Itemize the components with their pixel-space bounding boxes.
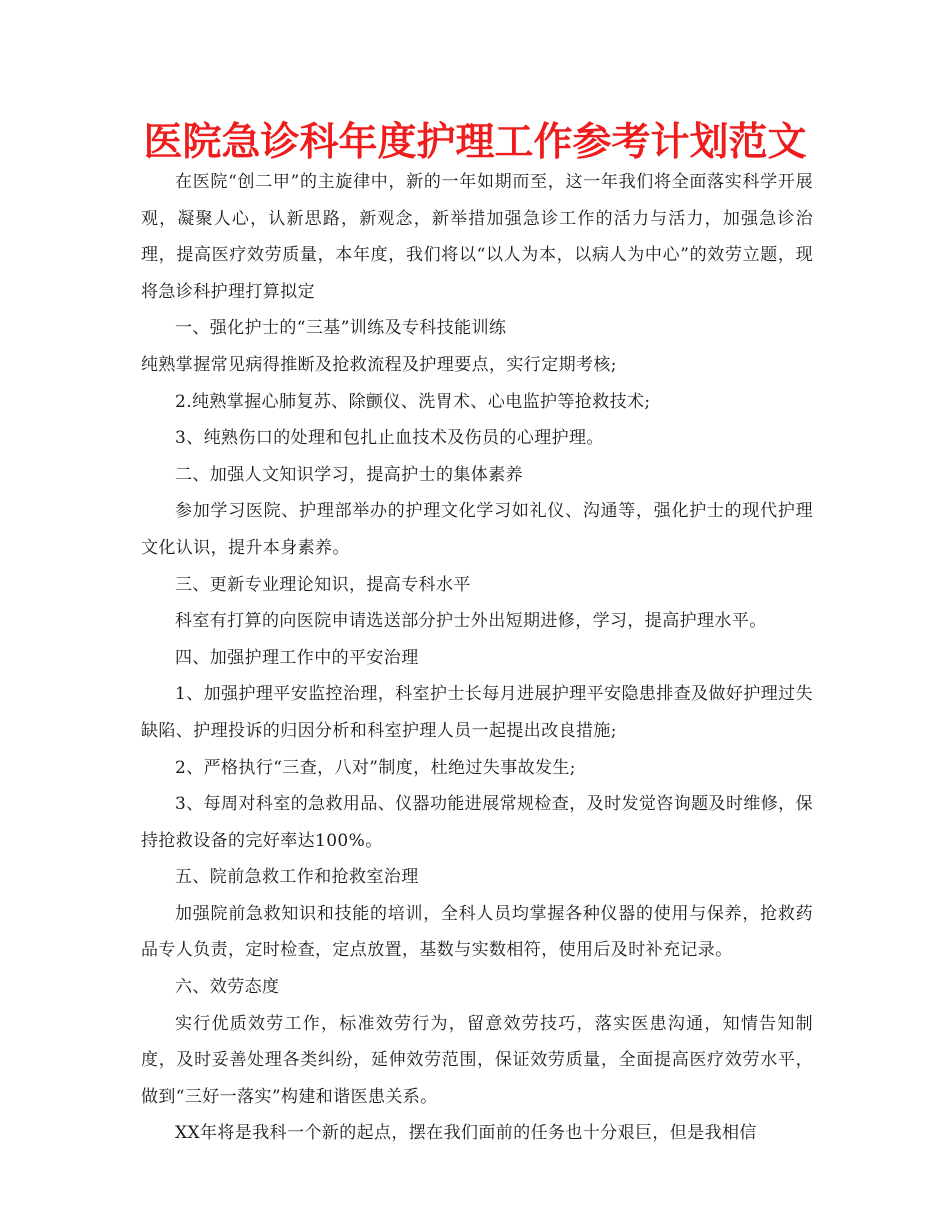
paragraph-item: 2、严格执行“三查，八对”制度，杜绝过失事故发生; <box>175 757 576 778</box>
paragraph-closing: XX年将是我科一个新的起点，摆在我们面前的任务也十分艰巨，但是我相信 <box>175 1123 757 1144</box>
paragraph-item: 2.纯熟掌握心肺复苏、除颤仪、洗胃术、心电监护等抢救技术; <box>175 391 651 412</box>
paragraph-intro: 在医院“创二甲”的主旋律中，新的一年如期而至，这一年我们将全面落实科学开展观，凝聚人心，认新思路，新观念，新举措加强急诊工作的活力与活力，加强急诊治理，提高医疗效劳质量，本年度，我们将以“以人为本，以病人为中心”的效劳立题，现将急诊科护理打算拟定 <box>141 172 813 302</box>
section-heading-3: 三、更新专业理论知识，提高专科水平 <box>175 574 471 595</box>
paragraph-item: 3、每周对科室的急救用品、仪器功能进展常规检查，及时发觉咨询题及时维修，保持抢救设备的完好率达100%。 <box>141 794 813 851</box>
document-body <box>141 164 813 1152</box>
paragraph-item: 参加学习医院、护理部举办的护理文化学习如礼仪、沟通等，强化护士的现代护理文化认识，提升本身素养。 <box>141 501 813 558</box>
section-heading-1: 一、强化护士的“三基”训练及专科技能训练 <box>175 318 507 339</box>
section-heading-5: 五、院前急救工作和抢救室治理 <box>175 867 419 888</box>
paragraph-item: 3、纯熟伤口的处理和包扎止血技术及伤员的心理护理。 <box>175 428 604 449</box>
document-title: 医院急诊科年度护理工作参考计划范文 <box>143 120 807 165</box>
section-heading-6: 六、效劳态度 <box>175 977 280 998</box>
section-heading-2: 二、加强人文知识学习，提高护士的集体素养 <box>175 464 523 485</box>
paragraph-item: 科室有打算的向医院申请选送部分护士外出短期进修，学习，提高护理水平。 <box>175 611 767 632</box>
section-heading-4: 四、加强护理工作中的平安治理 <box>175 647 419 668</box>
paragraph-item: 纯熟掌握常见病得推断及抢救流程及护理要点，实行定期考核; <box>141 354 617 375</box>
paragraph-item: 1、加强护理平安监控治理，科室护士长每月进展护理平安隐患排查及做好护理过失缺陷、护理投诉的归因分析和科室护理人员一起提出改良措施; <box>141 684 813 741</box>
paragraph-item: 加强院前急救知识和技能的培训，全科人员均掌握各种仪器的使用与保养，抢救药品专人负责，定时检查，定点放置，基数与实数相符，使用后及时补充记录。 <box>141 903 813 961</box>
paragraph-item: 实行优质效劳工作，标准效劳行为，留意效劳技巧，落实医患沟通，知情告知制度，及时妥善处理各类纠纷，延伸效劳范围，保证效劳质量，全面提高医疗效劳水平，做到“三好一落实”构建和谐医患关系。 <box>141 1013 813 1107</box>
